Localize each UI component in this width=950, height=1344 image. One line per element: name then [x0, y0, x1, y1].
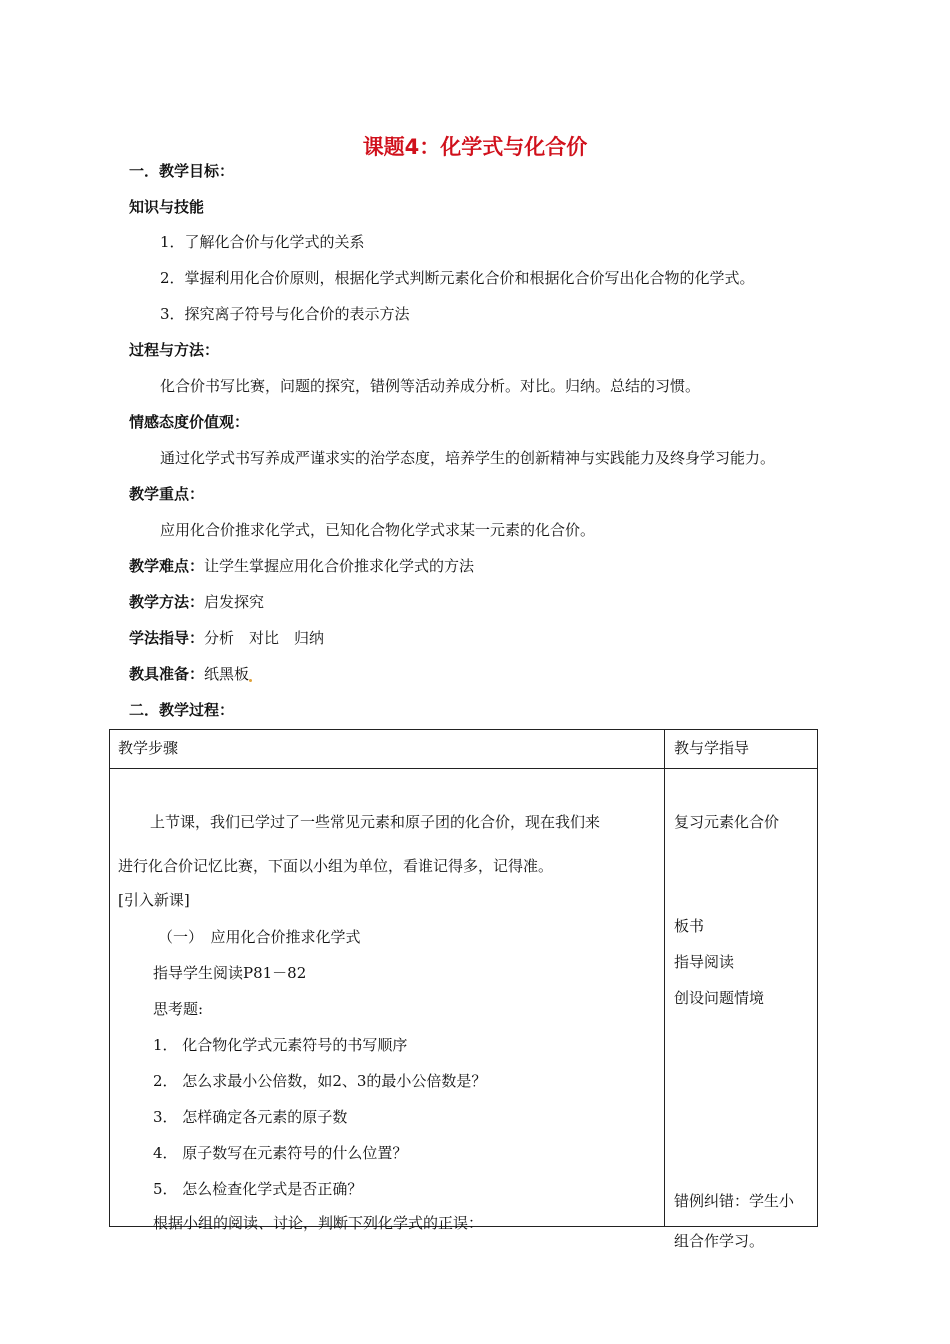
method-label: 教学方法：: [129, 593, 205, 611]
header-guide-label: 教与学指导: [674, 739, 750, 757]
guide-error-line-1: 错例纠错：学生小: [674, 1192, 795, 1210]
header-steps-label: 教学步骤: [118, 739, 179, 757]
tools-line: [129, 663, 252, 684]
guide-review: 复习元素化合价: [674, 813, 780, 831]
ink-dot: [249, 679, 252, 682]
attitude-text: 通过化学式书写养成严谨求实的治学态度，培养学生的创新精神与实践能力及终身学习能力。: [160, 449, 776, 467]
tools-label: 教具准备：: [129, 665, 205, 683]
header-cell-guide: [665, 730, 818, 769]
question-3: 3． 怎样确定各元素的原子数: [153, 1108, 348, 1126]
difficulty-line: [129, 555, 474, 576]
key-point-text: 应用化合价推求化学式，已知化合物化学式求某一元素的化合价。: [160, 521, 596, 539]
guide-board: 板书: [674, 917, 705, 935]
question-5: 5． 怎么检查化学式是否正确？: [153, 1180, 363, 1198]
question-4: 4． 原子数写在元素符号的什么位置？: [153, 1144, 408, 1162]
questions-label: 思考题:: [153, 1000, 204, 1018]
knowledge-heading: 知识与技能: [129, 198, 205, 216]
attitude-heading: 情感态度价值观：: [129, 413, 250, 431]
teaching-process-table: [109, 729, 818, 1250]
guidance-label: 学法指导：: [129, 629, 205, 647]
difficulty-text: 让学生掌握应用化合价推求化学式的方法: [204, 557, 475, 575]
steps-cell: [110, 769, 665, 1232]
guide-error-line-2: 组合作学习。: [674, 1232, 765, 1250]
process-text: 化合价书写比赛，问题的探究，错例等活动养成分析。对比。归纳。总结的习惯。: [160, 377, 701, 395]
question-1: 1． 化合物化学式元素符号的书写顺序: [153, 1036, 408, 1054]
document-title: 课题4：化学式与化合价: [362, 135, 588, 159]
reading-instruction: 指导学生阅读P81－82: [153, 964, 307, 982]
knowledge-item-1: 1．了解化合价与化学式的关系: [160, 233, 365, 251]
header-cell-steps: [110, 730, 665, 769]
guidance-text: 分析 对比 归纳: [204, 629, 325, 647]
key-point-heading: 教学重点：: [129, 485, 205, 503]
section-1-heading: 一．教学目标：: [129, 162, 235, 180]
new-lesson-label: [引入新课]: [118, 891, 190, 909]
section-2-heading: 二．教学过程：: [129, 701, 235, 719]
table-header-row: [110, 730, 818, 769]
knowledge-item-2: 2．掌握利用化合价原则，根据化学式判断元素化合价和根据化合价写出化合物的化学式。: [160, 269, 755, 287]
method-line: [129, 591, 264, 612]
guide-reading: 指导阅读: [674, 953, 735, 971]
guide-situation: 创设问题情境: [674, 989, 765, 1007]
subsection-title: （一） 应用化合价推求化学式: [158, 928, 361, 946]
intro-line-1: 上节课，我们已学过了一些常见元素和原子团的化合价，现在我们来: [150, 813, 601, 831]
intro-line-2: 进行化合价记忆比赛，下面以小组为单位，看谁记得多，记得准。: [118, 857, 554, 875]
guidance-line: [129, 627, 324, 648]
question-2: 2． 怎么求最小公倍数，如2、3的最小公倍数是？: [153, 1072, 487, 1090]
knowledge-item-3: 3．探究离子符号与化合价的表示方法: [160, 305, 410, 323]
conclusion-text: 根据小组的阅读、讨论，判断下列化学式的正误：: [153, 1214, 484, 1232]
process-heading: 过程与方法：: [129, 341, 220, 359]
table-row: [110, 769, 818, 1227]
tools-text: 纸黑板: [204, 665, 250, 683]
difficulty-label: 教学难点：: [129, 557, 205, 575]
guide-cell: [665, 769, 818, 1250]
method-text: 启发探究: [204, 593, 265, 611]
